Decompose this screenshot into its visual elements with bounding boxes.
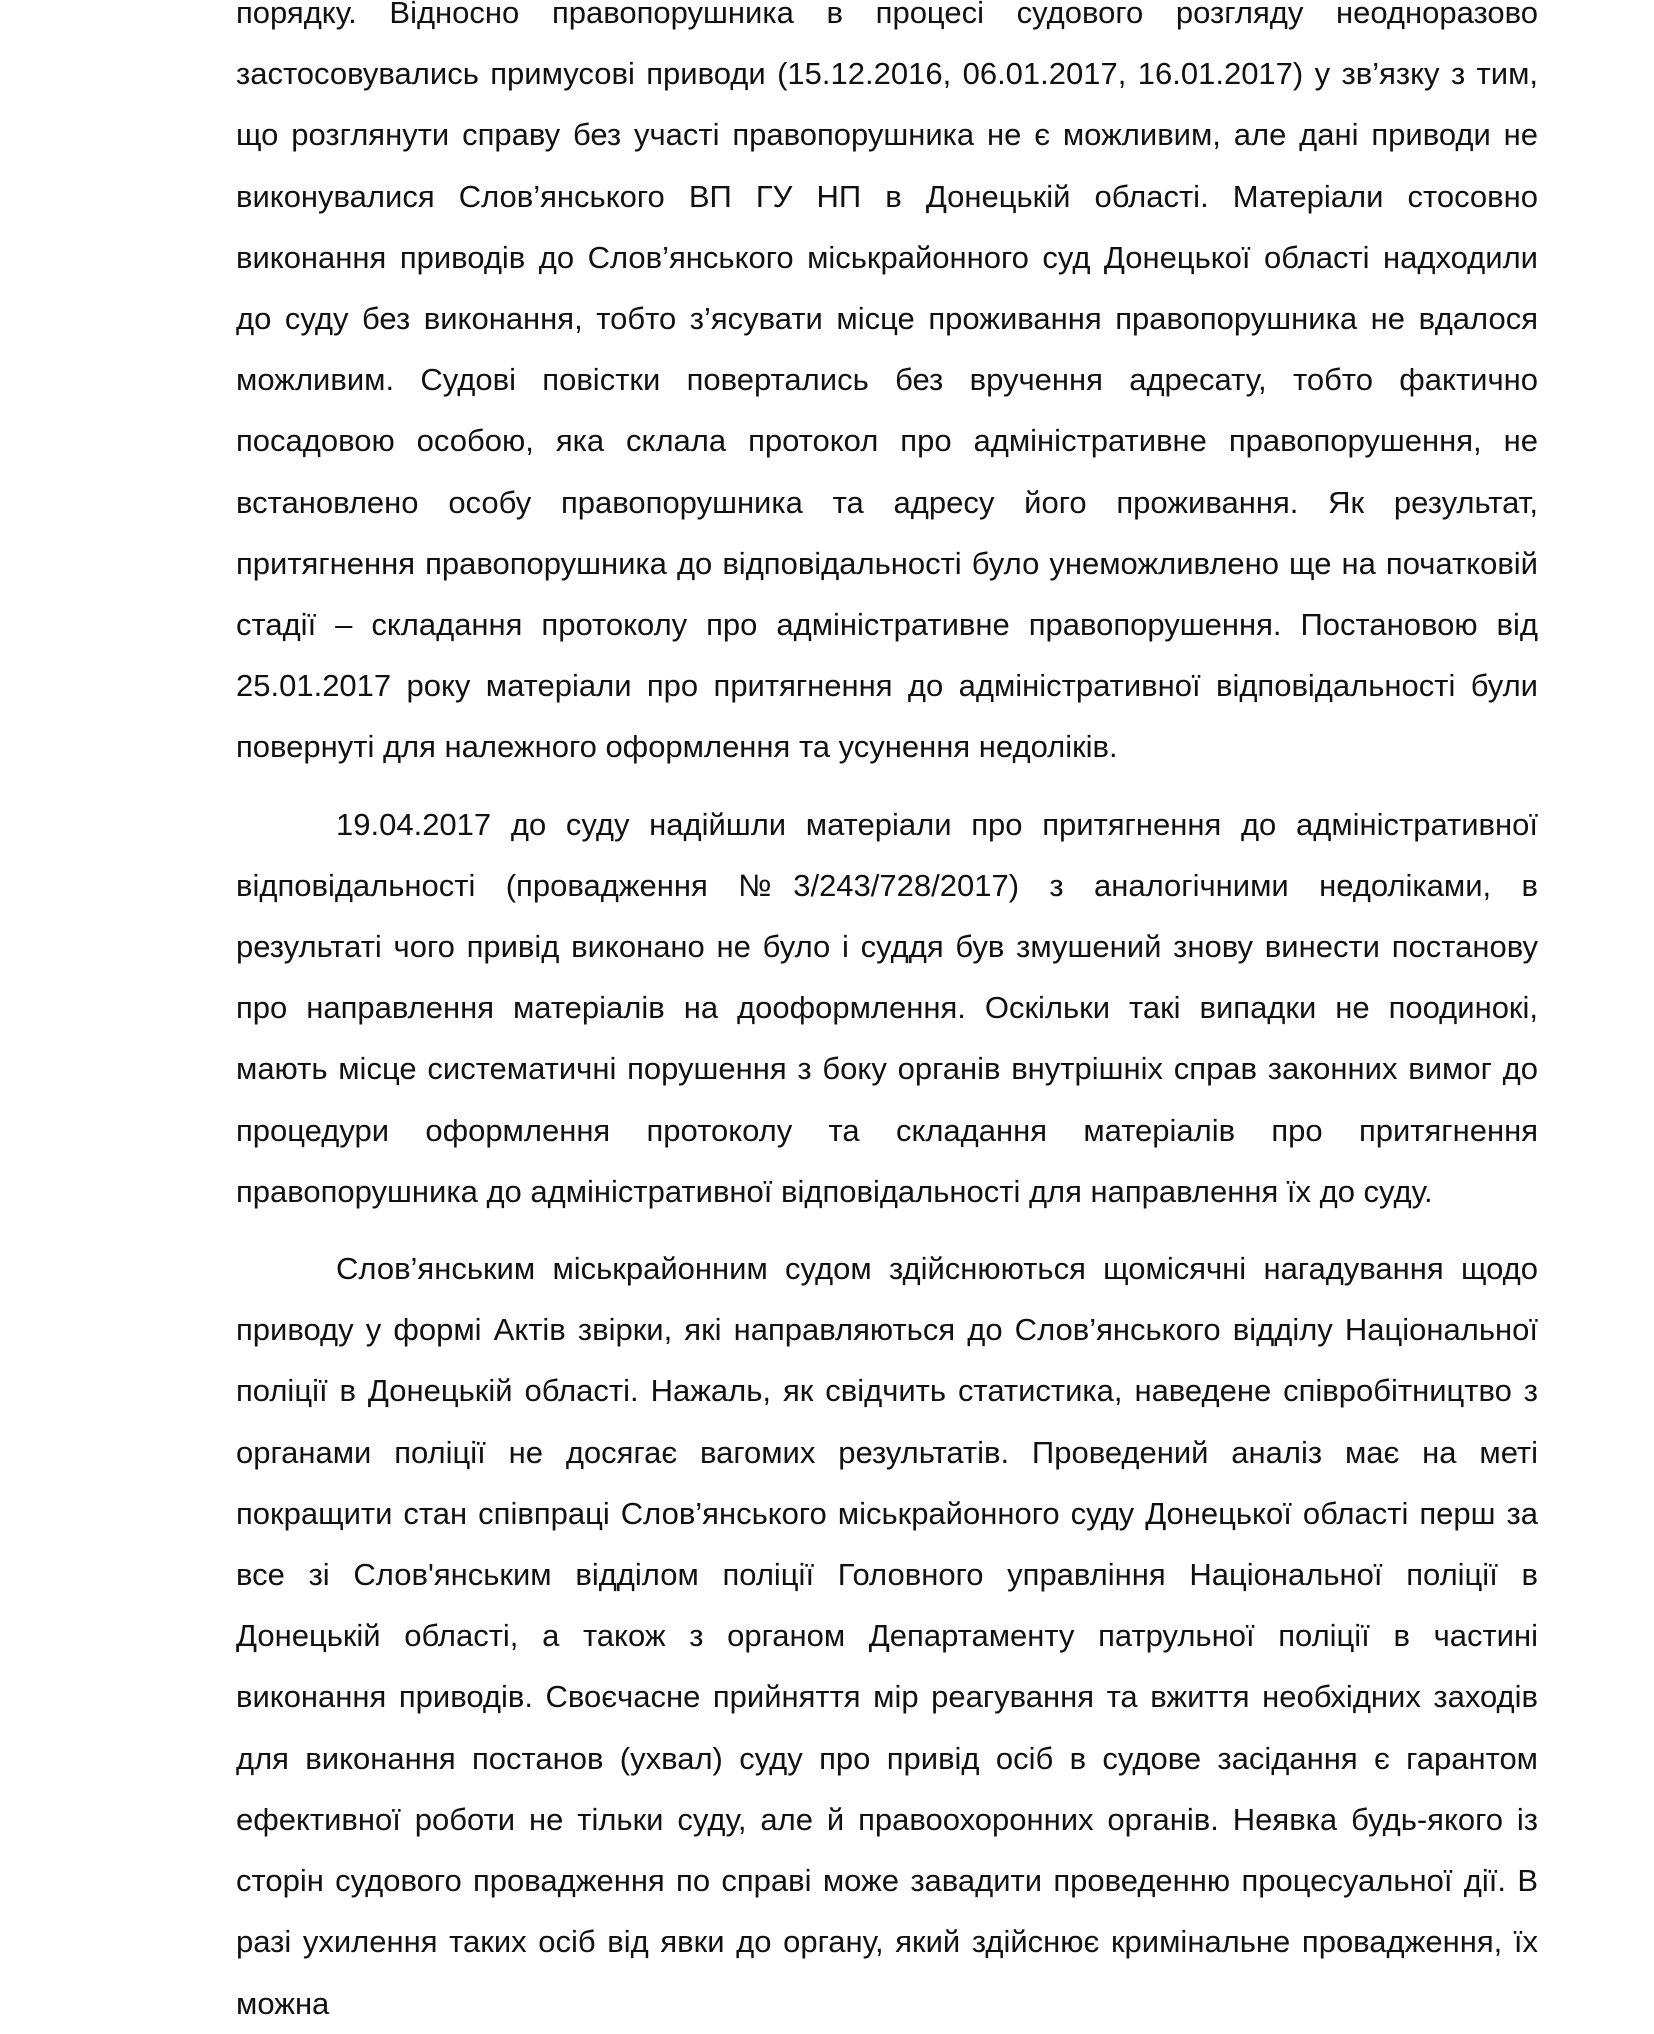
paragraph-2: 19.04.2017 до суду надійшли матеріали про притягнення до адміністративної відповідальності (провадження №3/243/728/2017) з аналогічними недоліками, в результаті чого привід виконано не було і суддя був змушений знову винести постанову про направлення матеріалів на дооформлення. Оскільки такі випадки не поодинокі, мають місце систематичні порушення з боку органів внутрішніх справ законних вимог до процедури оформлення протоколу та складання матеріалів про притягнення правопорушника до адміністративної відповідальності для направлення їх до суду. [236,806,1538,1209]
paragraph-1: порядку. Відносно правопорушника в процесі судового розгляду неодноразово застосовувались примусові приводи (15.12.2016, 06.01.2017, 16.01.2017) у зв’язку з тим, що розглянути справу без участі правопорушника не є можливим, але дані приводи не виконувалися Слов’янського ВП ГУ НП в Донецькій області. Матеріали стосовно виконання приводів до Слов’янського міськрайонного суд Донецької області надходили до суду без виконання, тобто з’ясувати місце проживання правопорушника не вдалося можливим. Судові повістки повертались без вручення адресату, тобто фактично посадовою особою, яка склала протокол про адміністративне правопорушення, не встановлено особу правопорушника та адресу його проживання. Як результат, притягнення правопорушника до відповідальності було унеможливлено ще на початковій стадії – складання протоколу про адміністративне правопорушення. Постановою від 25.01.2017 року матеріали про притягнення до адміністративної відповідальності були повернуті для належного оформлення та усунення недоліків. [236,0,1538,765]
document-body [236,0,1538,2034]
paragraph-3: Слов’янським міськрайонним судом здійснюються щомісячні нагадування щодо приводу у формі Актів звірки, які направляються до Слов’янського відділу Національної поліції в Донецькій області. Нажаль, як свідчить статистика, наведене співробітництво з органами поліції не досягає вагомих результатів. Проведений аналіз має на меті покращити стан співпраці Слов’янського міськрайонного суду Донецької області перш за все зі Слов'янським відділом поліції Головного управління Національної поліції в Донецькій області, а також з органом Департаменту патрульної поліції в частині виконання приводів. Своєчасне прийняття мір реагування та вжиття необхідних заходів для виконання постанов (ухвал) суду про привід осіб в судове засідання є гарантом ефективної роботи не тільки суду, але й правоохоронних органів. Неявка будь-якого із сторін судового провадження по справі може завадити проведенню процесуальної дії. В разі ухилення таких осіб від явки до органу, який здійснює кримінальне провадження, їх можна [236,1251,1538,2021]
